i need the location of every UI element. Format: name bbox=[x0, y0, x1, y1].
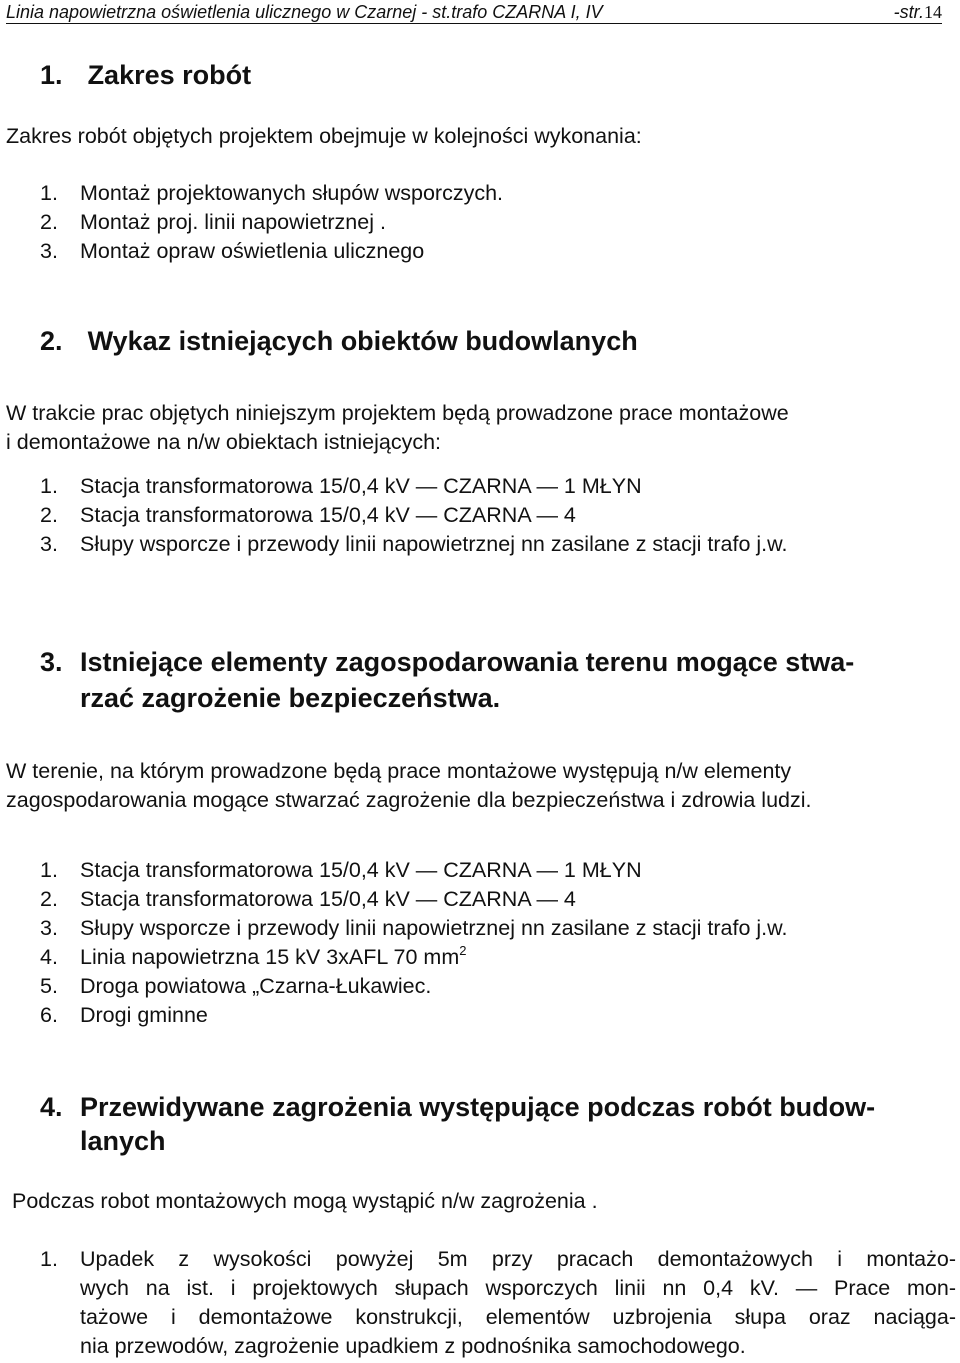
list-item-number: 3. bbox=[40, 916, 58, 940]
section-4-intro: Podczas robot montażowych mogą wystąpić n/w zagrożenia . bbox=[12, 1189, 598, 1213]
list-item-line: tażowe i demontażowe konstrukcji, elementów uzbrojenia słupa oraz naciąga- bbox=[80, 1305, 956, 1329]
list-item-text: Stacja transformatorowa 15/0,4 kV — CZARNA — 4 bbox=[80, 503, 576, 527]
list-item-text: Stacja transformatorowa 15/0,4 kV — CZARNA — 1 MŁYN bbox=[80, 858, 642, 882]
running-header bbox=[6, 1, 942, 24]
list-item-line: wych na ist. i projektowych słupach wsporczych linii nn 0,4 kV. — Prace mon- bbox=[80, 1276, 956, 1300]
list-item-text: Montaż proj. linii napowietrznej . bbox=[80, 210, 386, 234]
list-item-number: 5. bbox=[40, 974, 58, 998]
section-1-intro: Zakres robót objętych projektem obejmuje w kolejności wykonania: bbox=[6, 124, 642, 148]
list-item-number: 2. bbox=[40, 887, 58, 911]
list-item-text: Stacja transformatorowa 15/0,4 kV — CZARNA — 4 bbox=[80, 887, 576, 911]
list-item-number: 2. bbox=[40, 210, 58, 234]
list-item-text: Montaż opraw oświetlenia ulicznego bbox=[80, 239, 425, 263]
list-item-text: Droga powiatowa „Czarna-Łukawiec. bbox=[80, 974, 432, 998]
list-item-number: 2. bbox=[40, 503, 58, 527]
section-2-intro-line-2: i demontażowe na n/w obiektach istniejących: bbox=[6, 430, 442, 454]
section-4-title-line-1: Przewidywane zagrożenia występujące podczas robót budow- bbox=[80, 1092, 876, 1122]
list-item-number: 4. bbox=[40, 945, 58, 969]
list-item-line: nia przewodów, zagrożenie upadkiem z podnośnika samochodowego. bbox=[80, 1334, 746, 1358]
section-1-number: 1. bbox=[40, 60, 63, 90]
list-item-text: Słupy wsporcze i przewody linii napowietrznej nn zasilane z stacji trafo j.w. bbox=[80, 532, 788, 556]
header-title: Linia napowietrzna oświetlenia ulicznego w Czarnej - st.trafo CZARNA I, IV bbox=[6, 2, 603, 22]
list-item-text: Stacja transformatorowa 15/0,4 kV — CZARNA — 1 MŁYN bbox=[80, 474, 642, 498]
section-1-title: Zakres robót bbox=[87, 60, 252, 90]
list-item-number: 1. bbox=[40, 1247, 58, 1271]
list-item-text: Montaż projektowanych słupów wsporczych. bbox=[80, 181, 504, 205]
section-3-intro-line-2: zagospodarowania mogące stwarzać zagrożenie dla bezpieczeństwa i zdrowia ludzi. bbox=[6, 788, 812, 812]
page-number: 14 bbox=[924, 2, 942, 22]
section-2-intro-line-1: W trakcie prac objętych niniejszym projektem będą prowadzone prace montażowe bbox=[6, 401, 789, 425]
section-3-intro-line-1: W terenie, na którym prowadzone będą prace montażowe występują n/w elementy bbox=[6, 759, 792, 783]
section-1-heading bbox=[40, 60, 251, 91]
superscript: 2 bbox=[459, 943, 467, 958]
section-3-title-line-1: Istniejące elementy zagospodarowania terenu mogące stwa- bbox=[80, 647, 855, 677]
section-4-number: 4. bbox=[40, 1092, 63, 1122]
section-4-title-line-2: lanych bbox=[80, 1126, 166, 1156]
list-item-text: Drogi gminne bbox=[80, 1003, 208, 1027]
list-item-text: Słupy wsporcze i przewody linii napowietrznej nn zasilane z stacji trafo j.w. bbox=[80, 916, 788, 940]
list-item-number: 3. bbox=[40, 532, 58, 556]
section-2-title: Wykaz istniejących obiektów budowlanych bbox=[87, 326, 638, 356]
section-2-number: 2. bbox=[40, 326, 63, 356]
list-item-text-main: Linia napowietrzna 15 kV 3xAFL 70 mm bbox=[80, 945, 460, 969]
section-3-title-line-2: rzać zagrożenie bezpieczeństwa. bbox=[80, 683, 501, 713]
list-item-number: 1. bbox=[40, 474, 58, 498]
list-item-number: 3. bbox=[40, 239, 58, 263]
header-page-prefix: -str. bbox=[893, 2, 924, 22]
list-item-number: 6. bbox=[40, 1003, 58, 1027]
section-3-number: 3. bbox=[40, 647, 63, 677]
list-item-line: Upadek z wysokości powyżej 5m przy pracach demontażowych i montażo- bbox=[80, 1247, 956, 1271]
header-page-label bbox=[894, 1, 942, 23]
list-item-number: 1. bbox=[40, 858, 58, 882]
list-item-text bbox=[80, 943, 466, 972]
section-2-heading bbox=[40, 326, 638, 357]
list-item-number: 1. bbox=[40, 181, 58, 205]
